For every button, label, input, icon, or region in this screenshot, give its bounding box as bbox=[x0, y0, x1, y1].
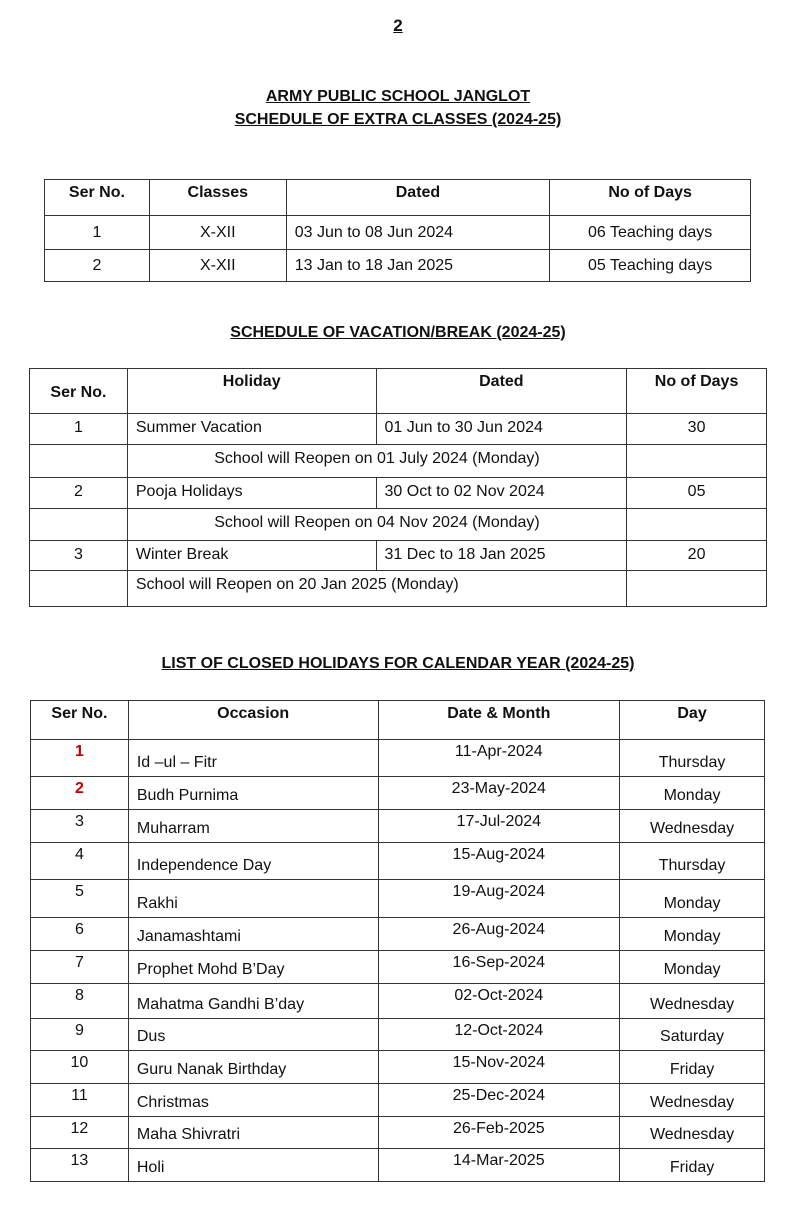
day: Friday bbox=[620, 1051, 765, 1084]
day: Thursday bbox=[620, 843, 765, 880]
school-name: ARMY PUBLIC SCHOOL JANGLOT bbox=[265, 88, 531, 105]
date: 17-Jul-2024 bbox=[378, 810, 620, 843]
extra-classes-table bbox=[44, 179, 751, 282]
ser-no: 9 bbox=[31, 1019, 129, 1051]
day: Monday bbox=[620, 951, 765, 984]
ser-no: 2 bbox=[31, 777, 129, 810]
occasion: Guru Nanak Birthday bbox=[128, 1051, 378, 1084]
col-header: Date & Month bbox=[378, 701, 620, 740]
col-header: Dated bbox=[286, 180, 550, 216]
table-row bbox=[30, 541, 767, 571]
ser-no: 1 bbox=[45, 216, 150, 250]
no-of-days: 06 Teaching days bbox=[550, 216, 751, 250]
col-header: Ser No. bbox=[31, 701, 129, 740]
dated: 31 Dec to 18 Jan 2025 bbox=[376, 541, 627, 571]
day: Monday bbox=[620, 918, 765, 951]
table-row bbox=[31, 1117, 765, 1149]
table-row bbox=[31, 1019, 765, 1051]
occasion: Holi bbox=[128, 1149, 378, 1182]
no-of-days: 05 Teaching days bbox=[550, 250, 751, 282]
ser-no: 1 bbox=[31, 740, 129, 777]
col-header: No of Days bbox=[627, 369, 767, 414]
reopen-row bbox=[30, 445, 767, 478]
holiday: Winter Break bbox=[127, 541, 376, 571]
dated: 01 Jun to 30 Jun 2024 bbox=[376, 414, 627, 445]
table-row bbox=[31, 777, 765, 810]
day: Saturday bbox=[620, 1019, 765, 1051]
table-header-row bbox=[45, 180, 751, 216]
reopen-row bbox=[30, 571, 767, 607]
date: 16-Sep-2024 bbox=[378, 951, 620, 984]
table-row bbox=[30, 414, 767, 445]
date: 12-Oct-2024 bbox=[378, 1019, 620, 1051]
occasion: Christmas bbox=[128, 1084, 378, 1117]
classes: X-XII bbox=[149, 250, 286, 282]
no-of-days: 05 bbox=[627, 478, 767, 509]
col-header: Dated bbox=[376, 369, 627, 414]
no-of-days: 20 bbox=[627, 541, 767, 571]
date: 19-Aug-2024 bbox=[378, 880, 620, 918]
occasion: Mahatma Gandhi B’day bbox=[128, 984, 378, 1019]
occasion: Maha Shivratri bbox=[128, 1117, 378, 1149]
ser-no: 5 bbox=[31, 880, 129, 918]
date: 26-Feb-2025 bbox=[378, 1117, 620, 1149]
page-number: 2 bbox=[393, 16, 403, 35]
dated: 30 Oct to 02 Nov 2024 bbox=[376, 478, 627, 509]
table-row bbox=[31, 880, 765, 918]
col-header: Holiday bbox=[127, 369, 376, 414]
date: 11-Apr-2024 bbox=[378, 740, 620, 777]
table-row bbox=[45, 250, 751, 282]
vacation-title: SCHEDULE OF VACATION/BREAK (2024-25) bbox=[230, 324, 566, 341]
holiday: Summer Vacation bbox=[127, 414, 376, 445]
date: 15-Nov-2024 bbox=[378, 1051, 620, 1084]
table-row bbox=[31, 918, 765, 951]
date: 02-Oct-2024 bbox=[378, 984, 620, 1019]
col-header: No of Days bbox=[550, 180, 751, 216]
reopen-note: School will Reopen on 04 Nov 2024 (Monday) bbox=[127, 509, 626, 541]
closed-holidays-title: LIST OF CLOSED HOLIDAYS FOR CALENDAR YEAR (2024-25) bbox=[161, 655, 635, 672]
occasion: Muharram bbox=[128, 810, 378, 843]
ser-no: 8 bbox=[31, 984, 129, 1019]
reopen-note: School will Reopen on 20 Jan 2025 (Monday) bbox=[127, 571, 626, 607]
ser-no: 6 bbox=[31, 918, 129, 951]
vacation-table bbox=[29, 368, 767, 607]
table-row bbox=[31, 740, 765, 777]
ser-no: 2 bbox=[45, 250, 150, 282]
table-row bbox=[31, 984, 765, 1019]
ser-no: 3 bbox=[31, 810, 129, 843]
occasion: Independence Day bbox=[128, 843, 378, 880]
ser-no: 4 bbox=[31, 843, 129, 880]
date: 15-Aug-2024 bbox=[378, 843, 620, 880]
table-row bbox=[31, 810, 765, 843]
date: 23-May-2024 bbox=[378, 777, 620, 810]
extra-classes-title: SCHEDULE OF EXTRA CLASSES (2024-25) bbox=[234, 111, 562, 128]
table-row bbox=[31, 1084, 765, 1117]
day: Wednesday bbox=[620, 1117, 765, 1149]
ser-no: 12 bbox=[31, 1117, 129, 1149]
dated: 03 Jun to 08 Jun 2024 bbox=[286, 216, 550, 250]
day: Monday bbox=[620, 880, 765, 918]
col-header: Day bbox=[620, 701, 765, 740]
table-header-row bbox=[31, 701, 765, 740]
ser-no: 11 bbox=[31, 1084, 129, 1117]
occasion: Id –ul – Fitr bbox=[128, 740, 378, 777]
occasion: Janamashtami bbox=[128, 918, 378, 951]
day: Wednesday bbox=[620, 810, 765, 843]
occasion: Rakhi bbox=[128, 880, 378, 918]
dated: 13 Jan to 18 Jan 2025 bbox=[286, 250, 550, 282]
occasion: Dus bbox=[128, 1019, 378, 1051]
occasion: Budh Purnima bbox=[128, 777, 378, 810]
reopen-row bbox=[30, 509, 767, 541]
ser-no: 3 bbox=[30, 541, 128, 571]
table-row bbox=[31, 1051, 765, 1084]
occasion: Prophet Mohd B’Day bbox=[128, 951, 378, 984]
col-header: Occasion bbox=[128, 701, 378, 740]
col-header: Ser No. bbox=[30, 369, 128, 414]
date: 25-Dec-2024 bbox=[378, 1084, 620, 1117]
ser-no: 10 bbox=[31, 1051, 129, 1084]
day: Thursday bbox=[620, 740, 765, 777]
holiday: Pooja Holidays bbox=[127, 478, 376, 509]
date: 26-Aug-2024 bbox=[378, 918, 620, 951]
day: Friday bbox=[620, 1149, 765, 1182]
day: Monday bbox=[620, 777, 765, 810]
date: 14-Mar-2025 bbox=[378, 1149, 620, 1182]
table-header-row bbox=[30, 369, 767, 414]
ser-no: 7 bbox=[31, 951, 129, 984]
reopen-note: School will Reopen on 01 July 2024 (Monday) bbox=[127, 445, 626, 478]
col-header: Ser No. bbox=[45, 180, 150, 216]
ser-no: 2 bbox=[30, 478, 128, 509]
day: Wednesday bbox=[620, 1084, 765, 1117]
ser-no: 13 bbox=[31, 1149, 129, 1182]
no-of-days: 30 bbox=[627, 414, 767, 445]
table-row bbox=[31, 1149, 765, 1182]
day: Wednesday bbox=[620, 984, 765, 1019]
table-row bbox=[45, 216, 751, 250]
closed-holidays-table bbox=[30, 700, 765, 1182]
classes: X-XII bbox=[149, 216, 286, 250]
ser-no: 1 bbox=[30, 414, 128, 445]
table-row bbox=[31, 843, 765, 880]
table-row bbox=[30, 478, 767, 509]
table-row bbox=[31, 951, 765, 984]
col-header: Classes bbox=[149, 180, 286, 216]
